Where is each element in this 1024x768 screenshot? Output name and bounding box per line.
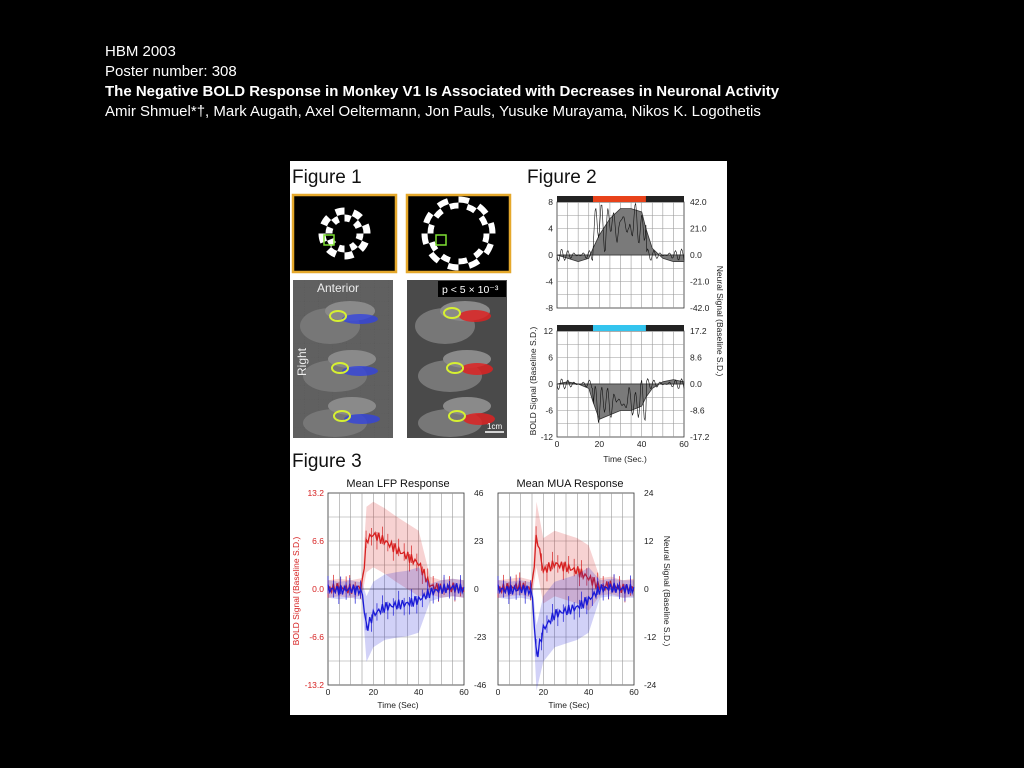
- scale-label: 1cm: [487, 422, 503, 431]
- figure2-right-axis-title: Neural Signal (Baseline S.D.): [715, 265, 725, 377]
- conference-name: HBM 2003: [105, 43, 176, 60]
- y2-tick-label: -12: [644, 632, 657, 642]
- y2-tick-label: -46: [474, 680, 487, 690]
- x-tick-label: 40: [413, 687, 424, 697]
- y2-tick-label: -23: [474, 632, 487, 642]
- y2-tick-label: -42.0: [690, 303, 710, 313]
- figure2-top-plot: [545, 196, 709, 313]
- figure2-bottom-plot: [541, 325, 710, 449]
- x-tick-label: 60: [629, 687, 639, 697]
- y2-tick-label: 21.0: [690, 223, 707, 234]
- figure1-title: Figure 1: [292, 167, 362, 188]
- x-tick-label: 40: [583, 687, 594, 697]
- stimulus-on-bar: [593, 325, 646, 331]
- poster-number: Poster number: 308: [105, 63, 237, 80]
- x-tick-label: 60: [679, 439, 689, 449]
- lfp-x-axis-title: Time (Sec): [377, 700, 419, 710]
- y-tick-label: -6: [545, 405, 553, 416]
- y2-tick-label: 0: [474, 584, 479, 594]
- right-label: Right: [295, 347, 309, 376]
- y2-tick-label: 42.0: [690, 197, 707, 207]
- y2-tick-label: 0.0: [690, 379, 702, 389]
- y2-tick-label: 0: [644, 584, 649, 594]
- pvalue-label: p < 5 × 10⁻³: [442, 284, 499, 296]
- poster-header: [105, 42, 1005, 122]
- x-tick-label: 40: [636, 439, 647, 449]
- y-tick-label: 0: [548, 379, 553, 389]
- y-tick-label: 0.0: [312, 584, 324, 594]
- figure3-lfp-plot: [305, 488, 487, 697]
- anterior-label: Anterior: [317, 281, 360, 295]
- figure2-left-axis-title: BOLD Signal (Baseline S.D.): [528, 326, 538, 436]
- figure2-title: Figure 2: [527, 167, 597, 188]
- y2-tick-label: -8.6: [690, 405, 705, 416]
- y2-tick-label: 23: [474, 536, 484, 546]
- y-tick-label: 6: [548, 352, 553, 363]
- brain-slices-right: [407, 280, 507, 438]
- y2-tick-label: 8.6: [690, 352, 702, 363]
- y-tick-label: -13.2: [304, 680, 324, 690]
- y-tick-label: 0: [548, 250, 553, 260]
- poster-authors: Amir Shmuel*†, Mark Augath, Axel Oeltermann, Jon Pauls, Yusuke Murayama, Nikos K. Logothetis: [105, 103, 761, 120]
- y-tick-label: 6.6: [312, 536, 324, 546]
- stimulus-large-ring: [407, 195, 510, 272]
- y2-tick-label: 46: [474, 488, 484, 498]
- figure3-left-axis-title: BOLD Signal (Baseline S.D.): [291, 536, 301, 646]
- stimulus-small-ring: [293, 195, 396, 272]
- y2-tick-label: 24: [644, 488, 654, 498]
- y2-tick-label: 0.0: [690, 250, 702, 260]
- stimulus-on-bar: [593, 196, 646, 202]
- y-tick-label: 12: [543, 326, 553, 336]
- figure3-title: Figure 3: [292, 451, 362, 472]
- figure2-x-axis-title: Time (Sec.): [603, 454, 647, 464]
- x-tick-label: 0: [325, 687, 331, 697]
- poster-title: The Negative BOLD Response in Monkey V1 Is Associated with Decreases in Neuronal Activity: [105, 83, 780, 100]
- figure3-mua-plot: [496, 488, 657, 697]
- x-tick-label: 20: [594, 439, 605, 449]
- y2-tick-label: -17.2: [690, 432, 710, 442]
- x-tick-label: 60: [459, 687, 469, 697]
- x-tick-label: 20: [538, 687, 549, 697]
- lfp-title: Mean LFP Response: [346, 478, 450, 490]
- y-tick-label: 4: [548, 223, 553, 234]
- figure3-right-axis-title: Neural Signal (Baseline S.D.): [662, 535, 672, 647]
- y-tick-label: -8: [545, 303, 553, 313]
- mua-title: Mean MUA Response: [516, 478, 624, 490]
- y-tick-label: 8: [548, 197, 553, 207]
- y2-tick-label: 17.2: [690, 326, 707, 336]
- y-tick-label: -6.6: [309, 632, 324, 642]
- x-tick-label: 20: [368, 687, 379, 697]
- brain-slices-left: [293, 280, 393, 438]
- figure-panel: [290, 161, 727, 715]
- y-tick-label: 13.2: [307, 488, 324, 498]
- y2-tick-label: -21.0: [690, 276, 710, 287]
- mua-x-axis-title: Time (Sec): [548, 700, 590, 710]
- y-tick-label: -4: [545, 276, 553, 287]
- x-tick-label: 0: [554, 439, 560, 449]
- y2-tick-label: 12: [644, 536, 654, 546]
- x-tick-label: 0: [495, 687, 501, 697]
- figure-canvas: [290, 161, 727, 715]
- y2-tick-label: -24: [644, 680, 657, 690]
- y-tick-label: -12: [540, 432, 553, 442]
